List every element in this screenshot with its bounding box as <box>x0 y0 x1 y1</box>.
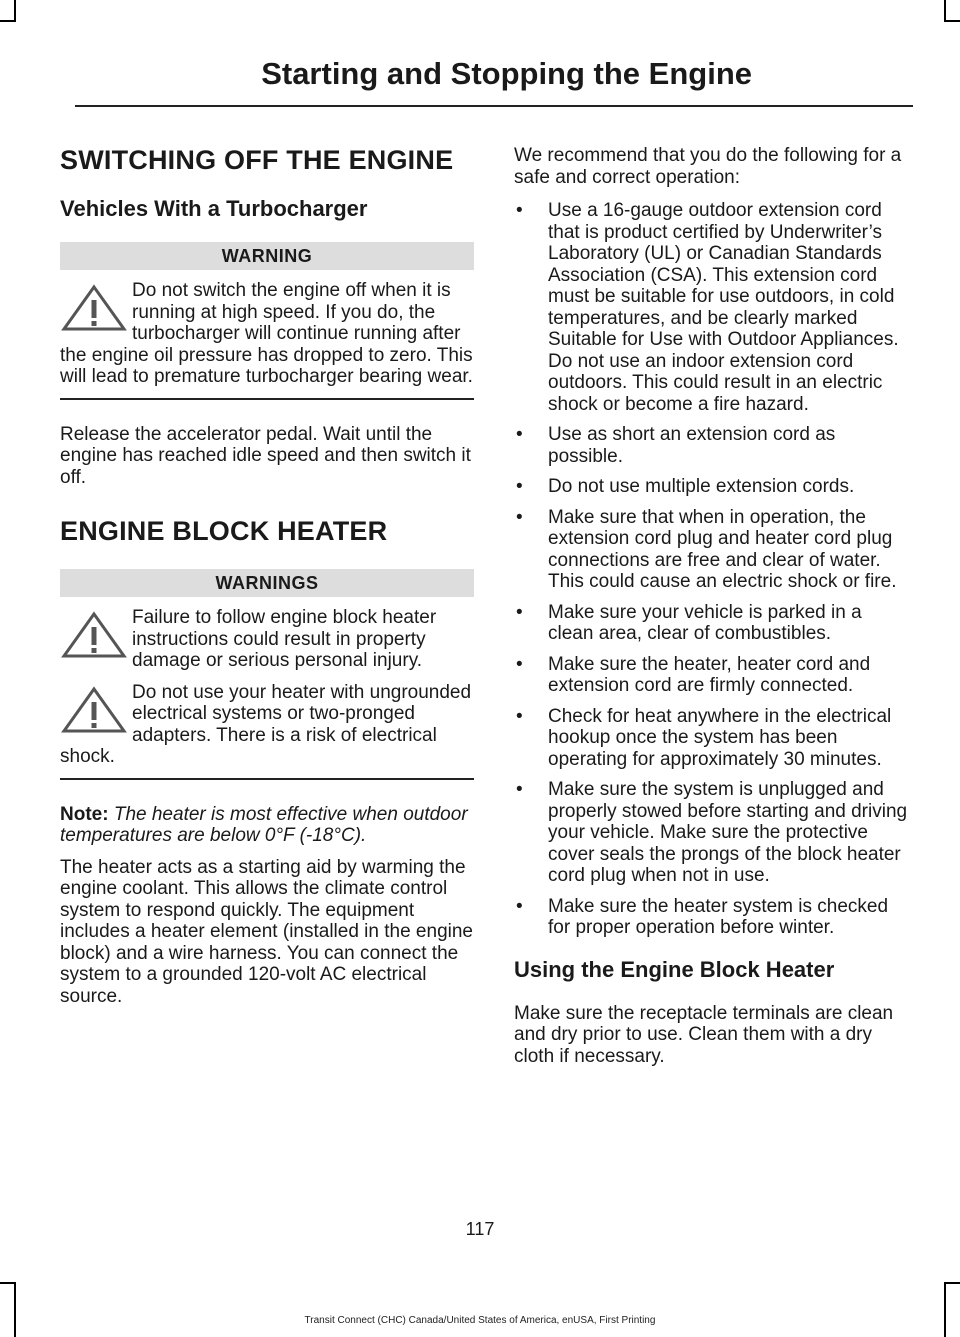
bullet-glyph: • <box>516 705 523 727</box>
list-item-text: Make sure the system is unplugged and properly stowed before starting and driving your vehicle. Make sure the protective cover seals the prongs of the block heater cord plug when not in use. <box>548 779 908 886</box>
bullet-glyph: • <box>516 506 523 528</box>
footer-text: Transit Connect (CHC) Canada/United States of America, enUSA, First Printing <box>304 1315 656 1326</box>
warning-item <box>60 280 474 388</box>
list-item-text: Do not use multiple extension cords. <box>548 476 855 497</box>
section-title-switching-off: SWITCHING OFF THE ENGINE <box>60 145 454 175</box>
list-item <box>514 654 908 697</box>
page-number: 117 <box>465 1219 495 1239</box>
warning-item <box>60 607 474 672</box>
warning-heading: WARNINGS <box>60 569 474 597</box>
recommendation-list <box>514 200 908 939</box>
list-item <box>514 476 908 498</box>
header-rule <box>75 105 913 107</box>
note-label: Note: <box>60 803 109 825</box>
list-item <box>514 424 908 467</box>
crop-mark <box>944 1282 960 1284</box>
bullet-glyph: • <box>516 200 523 221</box>
crop-mark <box>944 0 946 22</box>
warning-end-rule <box>60 398 474 400</box>
paragraph-heater-description: The heater acts as a starting aid by warming the engine coolant. This allows the climate control system to respond quickly. The equipment includes a heater element (installed in the engine block) and a wire harness. You can connect the system to a grounded 120-volt AC electrical source. <box>60 856 473 1007</box>
subsection-title-turbocharger: Vehicles With a Turbocharger <box>60 196 368 221</box>
warning-triangle-icon <box>60 284 128 332</box>
crop-mark <box>0 20 16 22</box>
warning-end-rule <box>60 778 474 780</box>
warning-block-turbo <box>60 242 474 400</box>
bullet-glyph: • <box>516 424 523 445</box>
bullet-glyph: • <box>516 895 523 917</box>
paragraph-receptacle: Make sure the receptacle terminals are clean and dry prior to use. Clean them with a dry cloth if necessary. <box>514 1002 894 1067</box>
warning-text: Do not use your heater with ungrounded electrical systems or two-pronged adapters. There is a risk of electrical shock. <box>60 681 472 767</box>
crop-mark <box>14 0 16 22</box>
left-column <box>60 145 474 1017</box>
crop-mark <box>944 1282 946 1337</box>
list-item <box>514 200 908 415</box>
warning-heading: WARNING <box>60 242 474 270</box>
paragraph-release-pedal: Release the accelerator pedal. Wait until the engine has reached idle speed and then switch it off. <box>60 423 471 488</box>
list-item <box>514 779 908 887</box>
list-item-text: Make sure the heater system is checked for proper operation before winter. <box>548 895 889 938</box>
list-item <box>514 706 908 771</box>
bullet-glyph: • <box>516 779 523 800</box>
warning-triangle-icon <box>60 686 128 734</box>
bullet-glyph: • <box>516 476 523 497</box>
note-text: The heater is most effective when outdoor temperatures are below 0°F (-18°C). <box>60 803 468 846</box>
page-header-title: Starting and Stopping the Engine <box>261 56 752 91</box>
subsection-title-using-heater: Using the Engine Block Heater <box>514 956 835 982</box>
list-item-text: Check for heat anywhere in the electrical hookup once the system has been operating for approximately 30 minutes. <box>548 705 892 770</box>
list-item-text: Make sure that when in operation, the extension cord plug and heater cord plug connections are free and clear of water. This could cause an electric shock or fire. <box>548 506 897 592</box>
right-column <box>514 145 908 1077</box>
list-item <box>514 507 908 593</box>
list-item-text: Use a 16-gauge outdoor extension cord that is product certified by Underwriter’s Laboratory (UL) or Canadian Standards Association (CSA). This extension cord must be suitable for use outdoors, in cold temperatures, and be clearly marked Suitable for Use with Outdoor Appliances. Do not use an indoor extension cord outdoors. This could result in an electric shock or become a fire hazard. <box>548 200 899 415</box>
warning-text: Failure to follow engine block heater instructions could result in property damage or serious personal injury. <box>132 607 437 671</box>
crop-mark <box>0 1282 16 1284</box>
list-item <box>514 896 908 939</box>
bullet-glyph: • <box>516 653 523 675</box>
warning-triangle-icon <box>60 611 128 659</box>
warning-item <box>60 682 474 768</box>
list-item-text: Make sure the heater, heater cord and extension cord are firmly connected. <box>548 653 871 696</box>
list-item-text: Use as short an extension cord as possible. <box>548 424 836 467</box>
list-item-text: Make sure your vehicle is parked in a clean area, clear of combustibles. <box>548 601 862 644</box>
paragraph-recommend-intro: We recommend that you do the following for a safe and correct operation: <box>514 145 902 188</box>
list-item <box>514 602 908 645</box>
warning-text: Do not switch the engine off when it is running at high speed. If you do, the turbocharger will continue running after the engine oil pressure has dropped to zero. This will lead to premature turbocharger bearing wear. <box>60 280 473 387</box>
crop-mark <box>944 20 960 22</box>
bullet-glyph: • <box>516 601 523 623</box>
note-paragraph <box>60 804 474 847</box>
warning-block-heater <box>60 569 474 780</box>
section-title-block-heater: ENGINE BLOCK HEATER <box>60 516 388 546</box>
crop-mark <box>14 1282 16 1337</box>
